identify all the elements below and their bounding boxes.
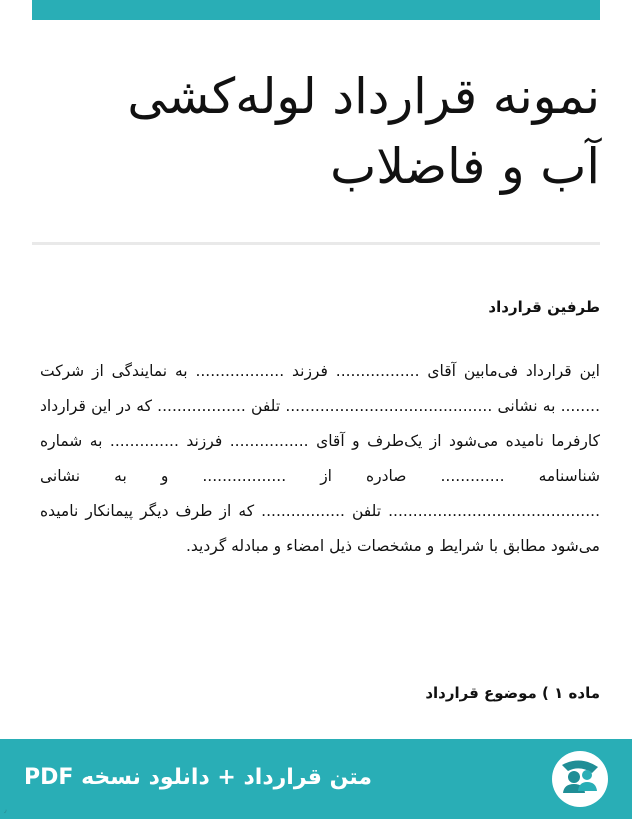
- title-line-2: آب و فاضلاب: [330, 138, 600, 195]
- top-accent-bar: [32, 0, 600, 20]
- corner-mark: ٫: [4, 805, 7, 814]
- parties-heading: طرفین قرارداد: [488, 298, 600, 316]
- parties-paragraph: این قرارداد فی‌مابین آقای ................. فرزند .................. به نمایندگی از شرکت ........ به نشانی .......................................... تلفن .................. که در این قرارداد کارفرما نامیده می‌شود از یک‌طرف و آقای ................ فرزند .............. به شماره شناسنامه ............. صادره از ................. و به نشانی ........................................... تلفن ................. که از طرف دیگر پیمانکار نامیده می‌شود مطابق با شرایط و مشخصات ذیل امضاء و مبادله گردید.: [40, 362, 600, 555]
- title-divider: [32, 242, 600, 245]
- article-1-heading: ماده ۱ ) موضوع قرارداد: [425, 684, 600, 702]
- title-line-1: نمونه قرارداد لوله‌کشی: [127, 68, 600, 125]
- page-title: [32, 62, 600, 202]
- download-banner[interactable]: [0, 739, 632, 819]
- users-chat-icon: [552, 751, 608, 807]
- banner-text[interactable]: متن قرارداد + دانلود نسخه PDF: [24, 765, 372, 790]
